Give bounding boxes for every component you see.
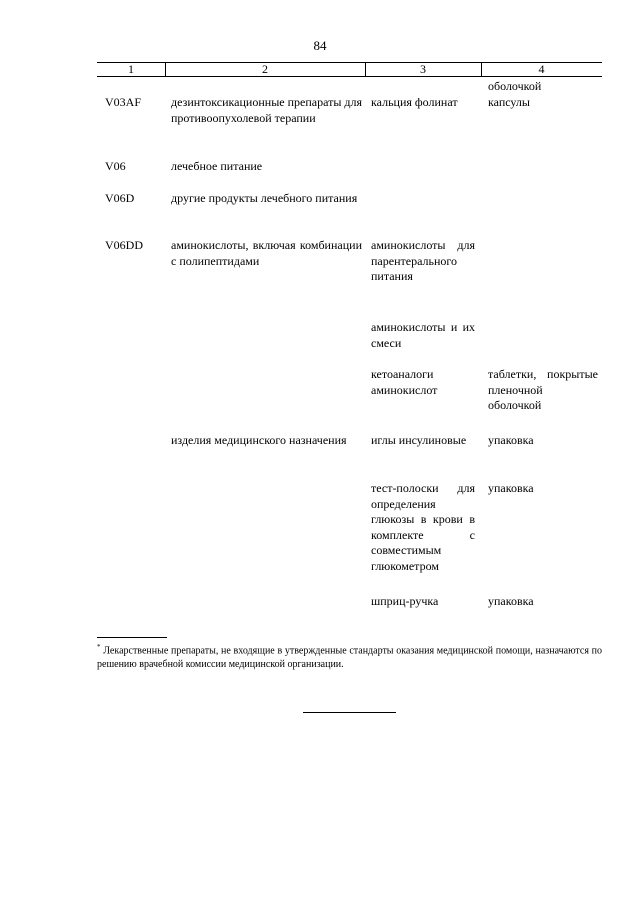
column-header-2: 2 xyxy=(262,62,268,76)
table-cell-drug: аминокислоты и их смеси xyxy=(371,320,475,350)
table-cell-name: изделия медицинского назначения xyxy=(171,433,347,447)
table-cell-code: V06 xyxy=(105,159,126,173)
table-cell-form: упаковка xyxy=(488,481,534,495)
table-cell-code: V06D xyxy=(105,191,135,205)
table-cell-drug: тест-полоски для определения глюкозы в крови в комплекте с совместимым глюкометром xyxy=(371,481,475,573)
table-cell-drug: кальция фолинат xyxy=(371,95,458,109)
page-number: 84 xyxy=(313,38,327,53)
footnote-mark: * xyxy=(97,643,101,651)
table-cell-form: капсулы xyxy=(488,95,530,109)
column-header-1: 1 xyxy=(128,62,134,76)
table-cell-code: V03AF xyxy=(105,95,142,109)
column-header-4: 4 xyxy=(538,62,545,76)
table-cell-name: дезинтоксикационные препараты для противоопухолевой терапии xyxy=(171,95,363,125)
footnote xyxy=(97,640,602,672)
table-cell-form: оболочкой xyxy=(488,79,542,93)
table-cell-name: аминокислоты, включая комбинации с полипептидами xyxy=(171,238,362,268)
table-cell-form: таблетки, покрытые пленочной оболочкой xyxy=(488,367,598,412)
table-cell-form: упаковка xyxy=(488,433,534,447)
table-cell-drug: шприц-ручка xyxy=(371,594,439,608)
column-header-3: 3 xyxy=(420,62,426,76)
table-cell-drug: иглы инсулиновые xyxy=(371,433,467,447)
table-cell-form: упаковка xyxy=(488,594,534,608)
end-of-document-rule xyxy=(303,712,396,713)
table-cell-code: V06DD xyxy=(105,238,143,252)
table-cell-name: лечебное питание xyxy=(171,159,263,173)
footnote-rule xyxy=(97,637,167,638)
footnote-text: Лекарственные препараты, не входящие в утвержденные стандарты оказания медицинской помощи, назначаются по решению врачебной комиссии медицинской организации. xyxy=(97,645,602,671)
table-cell-name: другие продукты лечебного питания xyxy=(171,191,358,205)
table-header xyxy=(97,62,602,77)
table-cell-drug: кетоаналоги аминокислот xyxy=(371,367,438,397)
table-cell-drug: аминокислоты для парентерального питания xyxy=(371,238,475,283)
